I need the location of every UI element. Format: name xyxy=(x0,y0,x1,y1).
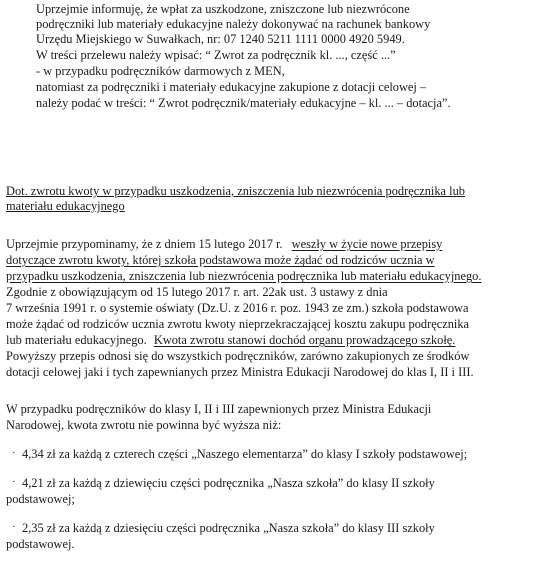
text-line: Narodowej, kwota zwrotu nie powinna być wyższa niż: xyxy=(6,418,282,432)
bullet-icon: · xyxy=(12,521,16,533)
text-line: może żądać od rodziców ucznia zwrotu kwoty nieprzekraczającej kosztu zakupu podręcznika xyxy=(6,317,470,331)
text-line: - w przypadku podręczników darmowych z MEN, xyxy=(36,64,285,78)
text-line: należy podać w treści: “ Zwrot podręcznik/materiały edukacyjne – kl. ... – dotacja”. xyxy=(36,96,451,110)
list-item: 4,34 zł za każdą z czterech części „Naszego elementarza” do klasy I szkoły podstawowej; xyxy=(22,447,468,461)
text-line: dotacji celowej jaki i tych zapewnianych przez Ministra Edukacji Narodowej do klas I, II i III. xyxy=(6,365,474,379)
text-line: Zgodnie z obowiązującym od 15 lutego 2017 r. art. 22ak ust. 3 ustawy z dnia xyxy=(6,285,388,299)
underlined-text: dotyczące zwrotu kwoty, której szkoła podstawowa może żądać od rodziców ucznia w xyxy=(6,253,435,267)
underlined-text: przypadku uszkodzenia, zniszczenia lub niezwrócenia podręcznika lub materiału edukacyjnego. xyxy=(6,269,482,283)
text-line: 7 września 1991 r. o systemie oświaty (Dz.U. z 2016 r. poz. 1943 ze zm.) szkoła podstawowa xyxy=(6,301,469,315)
text-fragment: lub materiału edukacyjnego. xyxy=(6,333,147,347)
bank-account-line: Urzędu Miejskiego w Suwałkach, nr: 07 1240 5211 1111 0000 4920 5949. xyxy=(36,32,405,46)
bullet-icon: · xyxy=(12,447,16,459)
text-line: Uprzejmie informuję, że wpłat za uszkodzone, zniszczone lub niezwrócone xyxy=(36,2,410,16)
text-line: natomiast za podręczniki i materiały edukacyjne zakupione z dotacji celowej – xyxy=(36,80,427,94)
text-line xyxy=(6,333,455,348)
list-item: 4,21 zł za każdą z dziewięciu części podręcznika „Nasza szkoła” do klasy II szkoły xyxy=(22,476,435,490)
text-line: W treści przelewu należy wpisać: “ Zwrot za podręcznik kl. ..., część ...” xyxy=(36,48,396,62)
text-line: Powyższy przepis odnosi się do wszystkich podręczników, zarówno zakupionych ze środków xyxy=(6,349,470,363)
underlined-text: Kwota zwrotu stanowi dochód organu prowadzącego szkołę. xyxy=(153,333,456,347)
bullet-icon: · xyxy=(12,476,16,488)
text-line: W przypadku podręczników do klasy I, II i III zapewnionych przez Ministra Edukacji xyxy=(6,402,432,416)
underlined-text: weszły w życie nowe przepisy xyxy=(291,237,443,251)
heading-line: Dot. zwrotu kwoty w przypadku uszkodzenia, zniszczenia lub niezwrócenia podręcznika lub xyxy=(6,184,465,198)
list-item-continuation: podstawowej. xyxy=(6,537,75,551)
text-line xyxy=(6,237,442,252)
list-item: 2,35 zł za każdą z dziesięciu części podręcznika „Nasza szkoła” do klasy III szkoły xyxy=(22,521,435,535)
heading-line: materiału edukacyjnego xyxy=(6,199,125,213)
text-line: podręczniki lub materiały edukacyjne należy dokonywać na rachunek bankowy xyxy=(36,17,431,31)
list-item-continuation: podstawowej; xyxy=(6,492,75,506)
text-fragment: Uprzejmie przypominamy, że z dniem 15 lutego 2017 r. xyxy=(6,237,283,251)
